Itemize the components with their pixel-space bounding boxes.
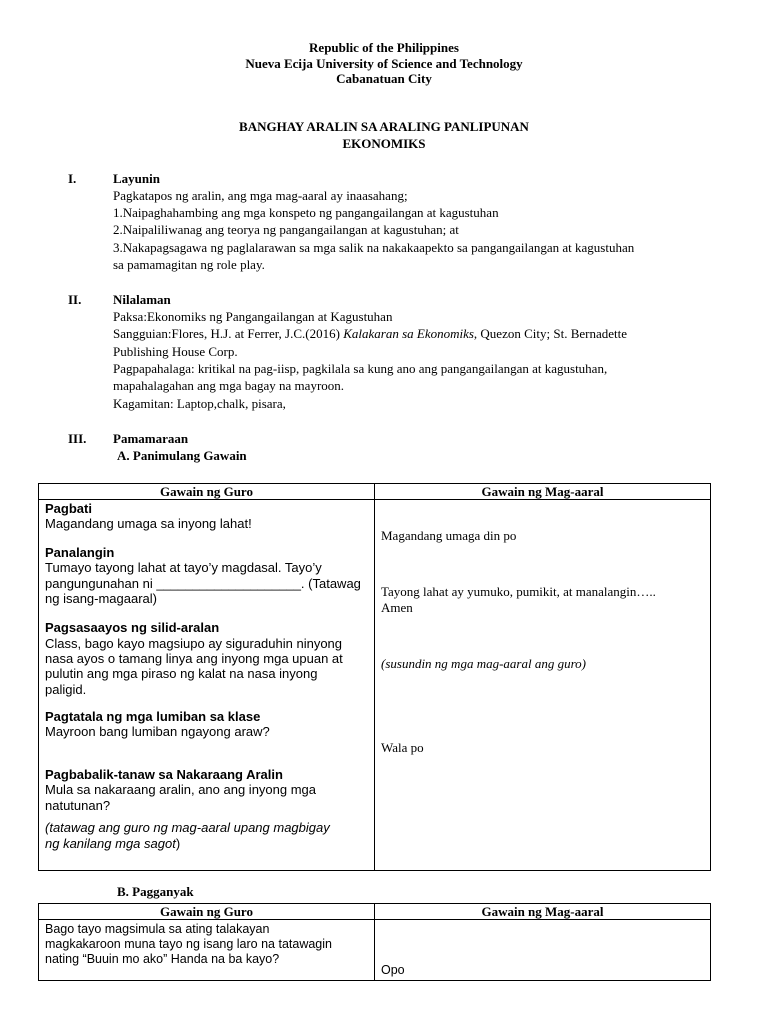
objective-3: 3.Nakapagsagawa ng paglalarawan sa mga salik na nakakaapekto sa pangangailangan at kagustuhan [113,240,635,255]
pagbabalik-note-2 [45,836,180,851]
objective-3-cont: sa pamamagitan ng role play. [113,257,265,272]
sangguian-line [113,326,627,342]
sangguian-book-title: Kalakaran sa Ekonomiks [343,326,474,341]
col-header-mag-aaral: Gawain ng Mag-aaral [375,484,711,500]
mag-aaral-cell [375,500,711,871]
objective-intro: Pagkatapos ng aralin, ang mga mag-aaral ay inaasahang; [113,188,408,203]
resp-pagtatala: Wala po [381,740,424,755]
pagtatala-text: Mayroon bang lumiban ngayong araw? [45,724,270,739]
panalangin-text-1: Tumayo tayong lahat at tayo’y magdasal. Tayo’y [45,560,322,575]
pagtatala-heading: Pagtatala ng mga lumiban sa klase [45,709,261,724]
section-2-number: II. [68,292,82,307]
resp-pagsasaayos: (susundin ng mga mag-aaral ang guro) [381,656,586,671]
sangguian-author: Sangguian:Flores, H.J. at Ferrer, J.C.(2016) [113,326,344,341]
document-subtitle: EKONOMIKS [342,135,426,151]
panalangin-text-3: ng isang-magaaral) [45,591,158,606]
pagganyak-resp: Opo [381,963,405,977]
pagsasaayos-text-4: paligid. [45,681,87,697]
pagbabalik-text-2: natutunan? [45,797,111,813]
section-3-title: Pamamaraan [113,431,189,446]
resp-panalangin-1: Tayong lahat ay yumuko, pumikit, at manalangin….. [381,584,656,599]
subsection-b-title: B. Pagganyak [117,884,194,899]
resp-panalangin-2: Amen [381,599,413,615]
pagsasaayos-text-2: nasa ayos o tamang linya ang inyong mga upuan at [45,651,343,666]
panalangin-text-2: pangungunahan ni ____________________. (Tatawag [45,575,361,591]
pagbati-heading: Pagbati [45,501,92,516]
section-2-title: Nilalaman [113,292,171,307]
subsection-a-title: A. Panimulang Gawain [117,448,247,463]
pagganyak-guro-text-3: nating “Buuin mo ako” Handa na ba kayo? [45,952,280,966]
pagganyak-table [38,903,711,981]
header-city: Cabanatuan City [336,71,432,86]
pagpapahalaga-line-2: mapahalagahan ang mga bagay na mayroon. [113,378,345,393]
pagbabalik-text-1: Mula sa nakaraang aralin, ano ang inyong mga [45,782,317,797]
objective-1: 1.Naipaghahambing ang mga konspeto ng pangangailangan at kagustuhan [113,205,499,220]
kagamitan-line: Kagamitan: Laptop,chalk, pisara, [113,396,286,411]
pagbabalik-note-2-text: ng kanilang mga sagot [45,835,176,851]
pagbati-text: Magandang umaga sa inyong lahat! [45,516,252,531]
section-3-number: III. [68,431,87,446]
section-1-title: Layunin [113,171,160,186]
col-header-guro: Gawain ng Guro [39,904,375,920]
guro-cell [39,500,375,871]
pagbabalik-note-close: ) [175,835,181,851]
header-university: Nueva Ecija University of Science and Technology [245,55,523,71]
panimulang-gawain-table [38,483,711,871]
pagbabalik-heading: Pagbabalik-tanaw sa Nakaraang Aralin [45,767,283,782]
header-republic: Republic of the Philippines [309,40,459,55]
pagsasaayos-text-3: pulutin ang mga piraso ng kalat na nasa inyong [45,666,318,681]
guro-cell [39,920,375,981]
mag-aaral-cell [375,920,711,981]
pagsasaayos-heading: Pagsasaayos ng silid-aralan [45,620,220,635]
objective-2: 2.Naipaliliwanag ang teorya ng pangangailangan at kagustuhan; at [113,222,459,237]
pagganyak-guro-text-1: Bago tayo magsimula sa ating talakayan [45,922,270,936]
col-header-mag-aaral: Gawain ng Mag-aaral [375,904,711,920]
sangguian-publisher: , Quezon City; St. Bernadette [473,326,628,341]
pagganyak-guro-text-2: magkakaroon muna tayo ng isang laro na tatawagin [45,937,332,951]
col-header-guro: Gawain ng Guro [39,484,375,500]
pagbabalik-note-1: (tatawag ang guro ng mag-aaral upang magbigay [45,820,330,835]
section-1-number: I. [68,171,77,186]
sangguian-line-2: Publishing House Corp. [113,344,238,359]
document-title: BANGHAY ARALIN SA ARALING PANLIPUNAN [239,119,529,134]
panalangin-heading: Panalangin [45,545,115,560]
resp-pagbati: Magandang umaga din po [381,528,517,543]
pagpapahalaga-line: Pagpapahalaga: kritikal na pag-iisp, pagkilala sa kung ano ang pangangailangan at kagustuhan, [113,361,608,376]
pagsasaayos-text-1: Class, bago kayo magsiupo ay siguraduhin ninyong [45,635,343,651]
paksa-line: Paksa:Ekonomiks ng Pangangailangan at Kagustuhan [113,309,393,324]
